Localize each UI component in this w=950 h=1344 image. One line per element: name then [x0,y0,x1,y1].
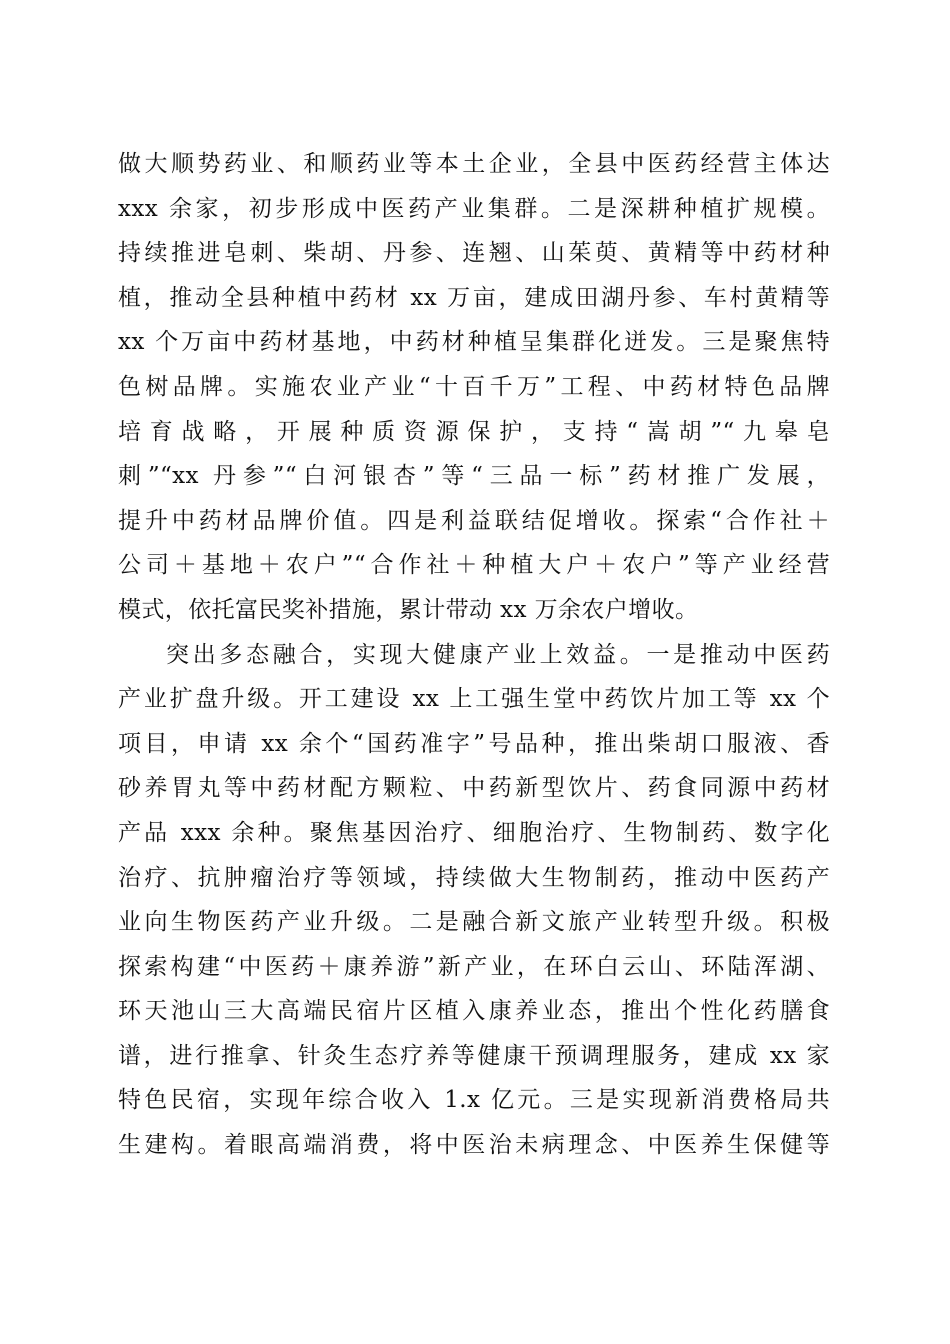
text-line: 植，推动全县种植中药材 xx 万亩，建成田湖丹参、车村黄精等 [118,284,830,311]
text-line: 公司＋基地＋农户”“合作社＋种植大户＋农户”等产业经营 [118,552,830,579]
text-line: 治疗、抗肿瘤治疗等领域，持续做大生物制药，推动中医药产 [118,864,830,891]
text-line: 砂养胃丸等中药材配方颗粒、中药新型饮片、药食同源中药材 [118,775,830,802]
text-line: xx 个万亩中药材基地，中药材种植呈集群化迸发。三是聚焦特 [118,329,830,356]
text-line: 探索构建“中医药＋康养游”新产业，在环白云山、环陆浑湖、 [118,953,830,980]
text-line: 特色民宿，实现年综合收入 1.x 亿元。三是实现新消费格局共 [118,1087,830,1114]
text-line: 产品 xxx 余种。聚焦基因治疗、细胞治疗、生物制药、数字化 [118,819,830,846]
text-line: 模式，依托富民奖补措施，累计带动 xx 万余农户增收。 [118,596,699,623]
text-line: 项目，申请 xx 余个“国药准字”号品种，推出柴胡口服液、香 [118,730,830,757]
text-line: 环天池山三大高端民宿片区植入康养业态，推出个性化药膳食 [118,998,830,1025]
text-line: 业向生物医药产业升级。二是融合新文旅产业转型升级。积极 [118,909,830,936]
text-line: 色树品牌。实施农业产业“十百千万”工程、中药材特色品牌 [118,373,830,400]
text-line: 提升中药材品牌价值。四是利益联结促增收。探索“合作社＋ [118,507,830,534]
text-line: 谱，进行推拿、针灸生态疗养等健康干预调理服务，建成 xx 家 [118,1042,830,1069]
text-line: 生建构。着眼高端消费，将中医治未病理念、中医养生保健等 [118,1132,830,1159]
paragraph-start-line: 突出多态融合，实现大健康产业上效益。一是推动中医药 [166,641,830,668]
text-line: 产业扩盘升级。开工建设 xx 上工强生堂中药饮片加工等 xx 个 [118,686,830,713]
text-line: 做大顺势药业、和顺药业等本土企业，全县中医药经营主体达 [118,151,830,177]
text-line: xxx 余家，初步形成中医药产业集群。二是深耕种植扩规模。 [118,195,830,222]
text-line: 刺”“xx 丹参”“白河银杏”等“三品一标”药材推广发展， [118,463,830,490]
text-line: 持续推进皂刺、柴胡、丹参、连翘、山茱萸、黄精等中药材种 [118,240,830,267]
body-text [118,142,830,1168]
text-line: 培育战略，开展种质资源保护，支持“嵩胡”“九皋皂 [118,418,830,445]
